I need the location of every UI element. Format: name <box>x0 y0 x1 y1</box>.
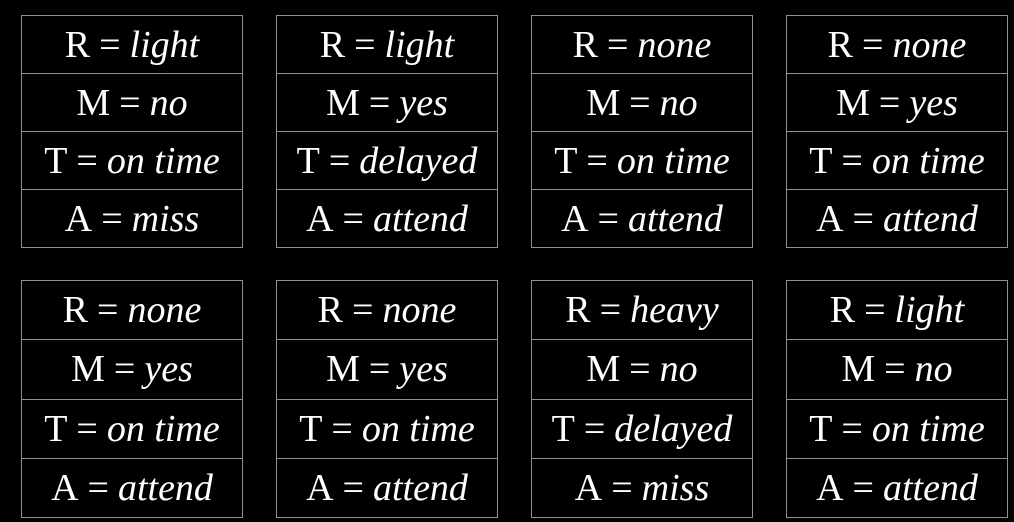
variable-letter: T <box>44 407 68 450</box>
value-text: attend <box>372 466 468 509</box>
assignment-row <box>277 131 497 189</box>
value-text: no <box>659 348 698 391</box>
assignment-row <box>22 458 242 517</box>
assignment-row <box>787 16 1007 73</box>
assignment-row <box>22 131 242 189</box>
variable-letter: M <box>586 81 621 124</box>
assignment-row <box>277 399 497 458</box>
equals-sign: = <box>76 139 98 182</box>
sample-box-4 <box>786 15 1008 248</box>
variable-letter: A <box>816 466 844 509</box>
assignment-row <box>277 73 497 131</box>
assignment-row <box>532 281 752 339</box>
value-text: none <box>127 289 202 332</box>
equals-sign: = <box>328 139 351 182</box>
value-text: on time <box>106 139 220 182</box>
equals-sign: = <box>119 81 141 124</box>
value-text: no <box>149 81 188 124</box>
equals-sign: = <box>599 289 622 332</box>
variable-letter: A <box>51 466 79 509</box>
equals-sign: = <box>864 289 886 332</box>
value-text: none <box>892 23 967 66</box>
sample-box-1 <box>21 15 243 248</box>
variable-letter: A <box>64 197 93 240</box>
assignment-row <box>277 339 497 398</box>
assignment-row <box>277 189 497 247</box>
variable-letter: T <box>554 139 578 182</box>
value-text: on time <box>871 407 985 450</box>
value-text: light <box>129 23 200 66</box>
variable-letter: T <box>551 407 575 450</box>
value-text: attend <box>627 197 723 240</box>
value-text: delayed <box>359 139 478 182</box>
variable-letter: T <box>44 139 68 182</box>
value-text: none <box>382 289 457 332</box>
equals-sign: = <box>368 81 391 124</box>
variable-letter: A <box>574 466 603 509</box>
value-text: attend <box>882 197 978 240</box>
variable-letter: R <box>829 289 856 332</box>
equals-sign: = <box>607 23 629 66</box>
variable-letter: M <box>76 81 111 124</box>
assignment-row <box>532 458 752 517</box>
variable-letter: T <box>809 407 833 450</box>
value-text: no <box>914 348 953 391</box>
equals-sign: = <box>352 289 374 332</box>
assignment-row <box>22 189 242 247</box>
equals-sign: = <box>99 23 121 66</box>
value-text: yes <box>399 81 448 124</box>
equals-sign: = <box>862 23 884 66</box>
value-text: attend <box>372 197 468 240</box>
value-text: on time <box>106 407 220 450</box>
equals-sign: = <box>97 289 119 332</box>
equals-sign: = <box>583 407 606 450</box>
equals-sign: = <box>76 407 98 450</box>
variable-letter: A <box>306 197 334 240</box>
equals-sign: = <box>852 466 874 509</box>
value-text: yes <box>399 348 448 391</box>
value-text: heavy <box>630 289 719 332</box>
assignment-row <box>787 458 1007 517</box>
sample-box-7 <box>531 280 753 518</box>
equals-sign: = <box>342 466 364 509</box>
assignment-row <box>532 16 752 73</box>
assignment-row <box>22 281 242 339</box>
variable-letter: R <box>572 23 599 66</box>
value-text: light <box>384 23 455 66</box>
variable-letter: M <box>71 348 105 391</box>
equals-sign: = <box>884 348 906 391</box>
variable-letter: M <box>586 348 621 391</box>
sample-box-2 <box>276 15 498 248</box>
value-text: attend <box>882 466 978 509</box>
equals-sign: = <box>586 139 608 182</box>
sample-box-5 <box>21 280 243 518</box>
variable-letter: M <box>836 81 870 124</box>
variable-letter: R <box>319 23 346 66</box>
variable-letter: M <box>326 81 360 124</box>
assignment-row <box>22 16 242 73</box>
equals-sign: = <box>878 81 901 124</box>
sample-box-3 <box>531 15 753 248</box>
equals-sign: = <box>342 197 364 240</box>
value-text: attend <box>117 466 213 509</box>
value-text: light <box>894 289 965 332</box>
assignment-row <box>22 73 242 131</box>
variable-letter: R <box>565 289 591 332</box>
variable-letter: R <box>317 289 344 332</box>
value-text: miss <box>641 466 710 509</box>
variable-letter: R <box>64 23 91 66</box>
equals-sign: = <box>101 197 123 240</box>
assignment-row <box>787 339 1007 398</box>
assignment-row <box>22 399 242 458</box>
assignment-row <box>787 189 1007 247</box>
equals-sign: = <box>841 139 863 182</box>
assignment-row <box>532 189 752 247</box>
variable-letter: A <box>306 466 334 509</box>
value-text: on time <box>361 407 475 450</box>
value-text: on time <box>616 139 730 182</box>
variable-letter: T <box>296 139 320 182</box>
sample-box-6 <box>276 280 498 518</box>
assignment-row <box>277 16 497 73</box>
assignment-row <box>787 131 1007 189</box>
equals-sign: = <box>87 466 109 509</box>
variable-letter: M <box>841 348 876 391</box>
assignment-row <box>787 399 1007 458</box>
variable-letter: M <box>326 348 360 391</box>
assignment-row <box>532 73 752 131</box>
equals-sign: = <box>597 197 619 240</box>
assignment-row <box>532 339 752 398</box>
equals-sign: = <box>629 81 651 124</box>
equals-sign: = <box>841 407 863 450</box>
equals-sign: = <box>331 407 353 450</box>
variable-letter: T <box>809 139 833 182</box>
equals-sign: = <box>852 197 874 240</box>
variable-letter: R <box>827 23 854 66</box>
equals-sign: = <box>611 466 633 509</box>
variable-letter: T <box>299 407 323 450</box>
value-text: yes <box>144 348 193 391</box>
value-text: yes <box>909 81 958 124</box>
value-text: no <box>659 81 698 124</box>
variable-letter: A <box>816 197 844 240</box>
equals-sign: = <box>629 348 651 391</box>
value-text: delayed <box>614 407 733 450</box>
equals-sign: = <box>354 23 376 66</box>
assignment-row <box>787 73 1007 131</box>
variable-letter: A <box>561 197 589 240</box>
assignment-row <box>277 281 497 339</box>
equals-sign: = <box>368 348 391 391</box>
assignment-row <box>532 399 752 458</box>
value-text: on time <box>871 139 985 182</box>
assignment-row <box>532 131 752 189</box>
value-text: none <box>637 23 712 66</box>
assignment-row <box>787 281 1007 339</box>
variable-letter: R <box>62 289 89 332</box>
assignment-row <box>277 458 497 517</box>
sample-box-8 <box>786 280 1008 518</box>
value-text: miss <box>131 197 200 240</box>
assignment-row <box>22 339 242 398</box>
equals-sign: = <box>113 348 136 391</box>
